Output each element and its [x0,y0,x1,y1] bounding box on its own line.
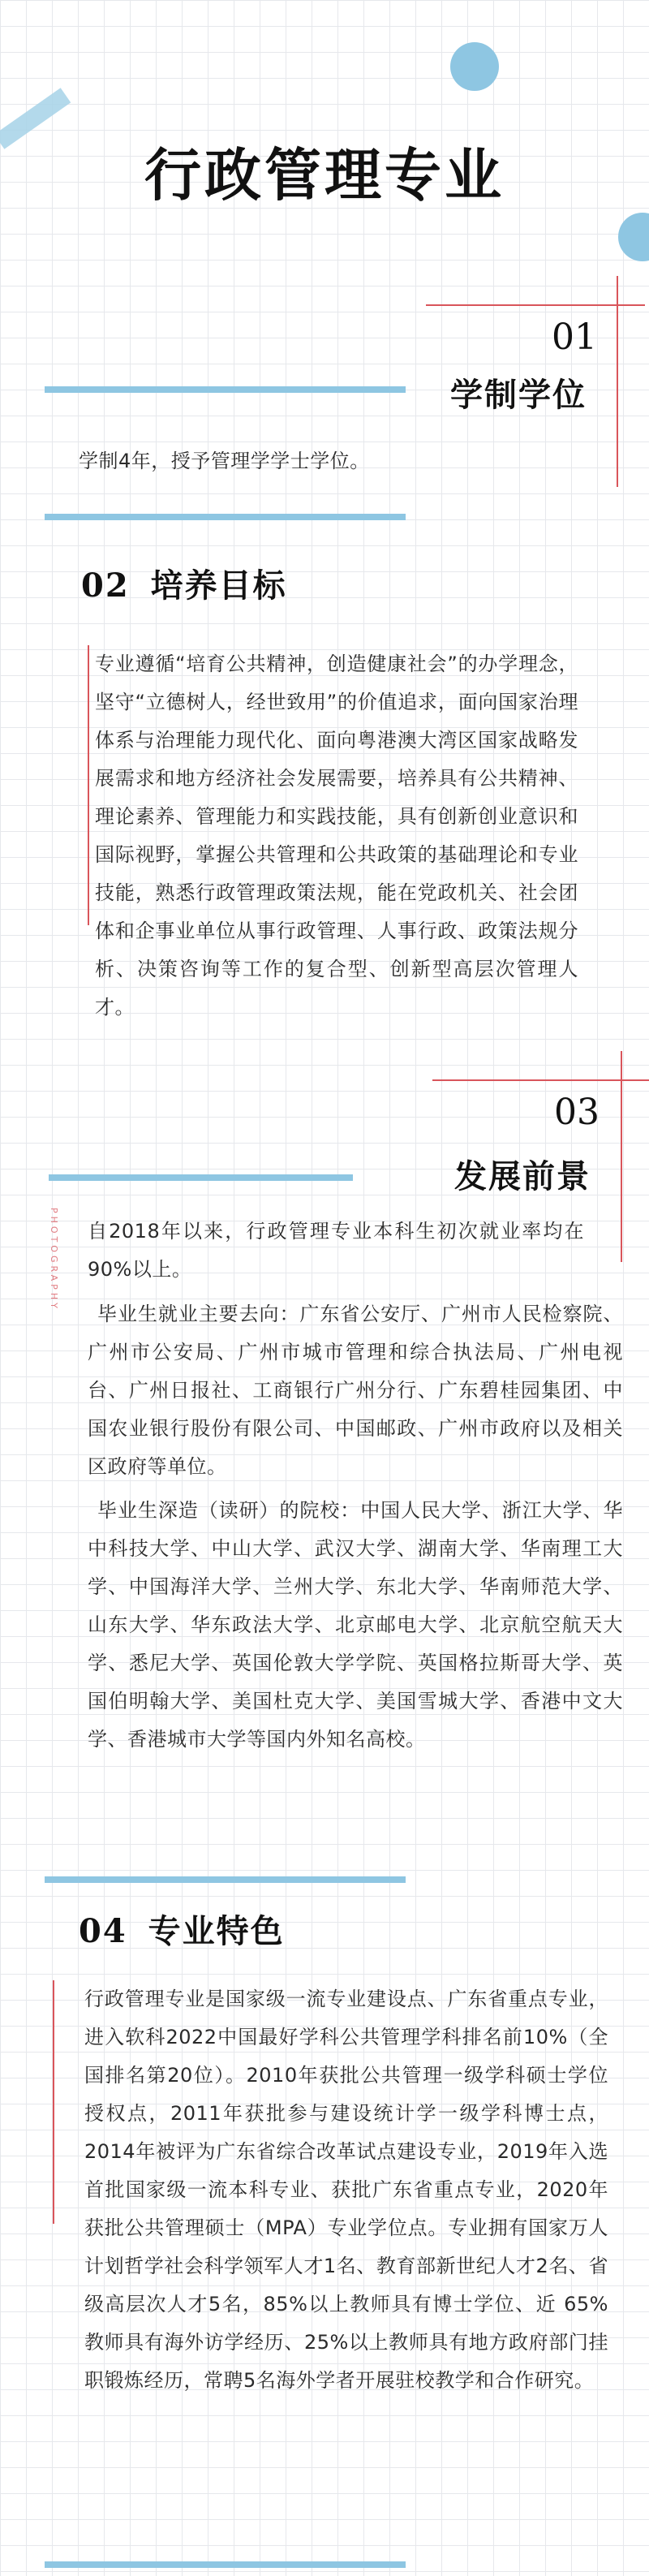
section-01-number: 01 [552,317,597,358]
section-04-heading: 专业特色 [148,1912,285,1950]
section-02-heading-line [81,560,287,606]
section-03-text-1: 自2018年以来，行政管理专业本科生初次就业率均在90%以上。 [88,1220,584,1281]
decor-red-vline-03 [621,1051,622,1262]
decor-blue-bar-04-bottom [45,2561,406,2568]
decor-blue-bar-04-top [45,1876,406,1883]
page-title: 行政管理专业 [144,141,505,209]
section-04-number: 04 [79,1912,127,1950]
decor-circle-right [618,213,649,261]
section-02-number: 02 [81,566,130,605]
decor-red-hline-03 [432,1079,649,1081]
section-04-heading-line [79,1906,285,1952]
decor-photography-text: PHOTOGRAPHY [49,1208,59,1312]
section-04-text: 行政管理专业是国家级一流专业建设点、广东省重点专业，进入软科2022中国最好学科公共管理学科排名前10%（全国排名第20位）。2010年获批公共管理一级学科硕士学位授权点，2011年获批参与建设统计学一级学科博士点，2014年被评为广东省综合改革试点建设专业，2019年入选首批国家级一流本科专业、获批广东省重点专业，2020年获批公共管理硕士（MPA）专业学位点。专业拥有国家万人计划哲学社会科学领军人才1名、教育部新世纪人才2名、省级高层次人才5名，85%以上教师具有博士学位、近 65%教师具有海外访学经历、25%以上教师具有地方政府部门挂职锻炼经历，常聘5名海外学者开展驻校教学和合作研究。 [84,1988,608,2392]
section-02-text: 专业遵循“培育公共精神，创造健康社会”的办学理念，坚守“立德树人，经世致用”的价值追求，面向国家治理体系与治理能力现代化、面向粤港澳大湾区国家战略发展需求和地方经济社会发展需要，培养具有公共精神、理论素养、管理能力和实践技能，具有创新创业意识和国际视野，掌握公共管理和公共政策的基础理论和专业技能，熟悉行政管理政策法规，能在党政机关、社会团体和企事业单位从事行政管理、人事行政、政策法规分析、决策咨询等工作的复合型、创新型高层次管理人才。 [95,653,578,1019]
decor-red-vline-02 [88,645,89,925]
decor-blue-bar-01-bottom [45,514,406,520]
section-03-text-2: 毕业生就业主要去向：广东省公安厅、广州市人民检察院、广州市公安局、广州市城市管理和综合执法局、广州电视台、广州日报社、工商银行广州分行、广东碧桂园集团、中国农业银行股份有限公司、中国邮政、广州市政府以及相关区政府等单位。 [88,1303,623,1478]
decor-blue-bar-03 [49,1174,353,1181]
decor-red-vline-01 [617,276,618,487]
decor-circle-top [450,42,499,91]
decor-red-hline-01 [426,304,645,306]
decor-blue-bar-01-top [45,386,406,393]
section-01-heading: 学制学位 [450,376,587,414]
section-01-text: 学制4年，授予管理学学士学位。 [79,450,370,472]
section-03-number: 03 [554,1092,600,1133]
section-03-heading: 发展前景 [454,1157,591,1195]
decor-red-vline-04 [53,1980,54,2224]
section-03-text-3: 毕业生深造（读研）的院校：中国人民大学、浙江大学、华中科技大学、中山大学、武汉大学、湖南大学、华南理工大学、中国海洋大学、兰州大学、东北大学、华南师范大学、山东大学、华东政法大学、北京邮电大学、北京航空航天大学、悉尼大学、英国伦敦大学学院、英国格拉斯哥大学、英国伯明翰大学、美国杜克大学、美国雪城大学、香港中文大学、香港城市大学等国内外知名高校。 [88,1499,623,1751]
section-02-heading: 培养目标 [150,566,287,605]
